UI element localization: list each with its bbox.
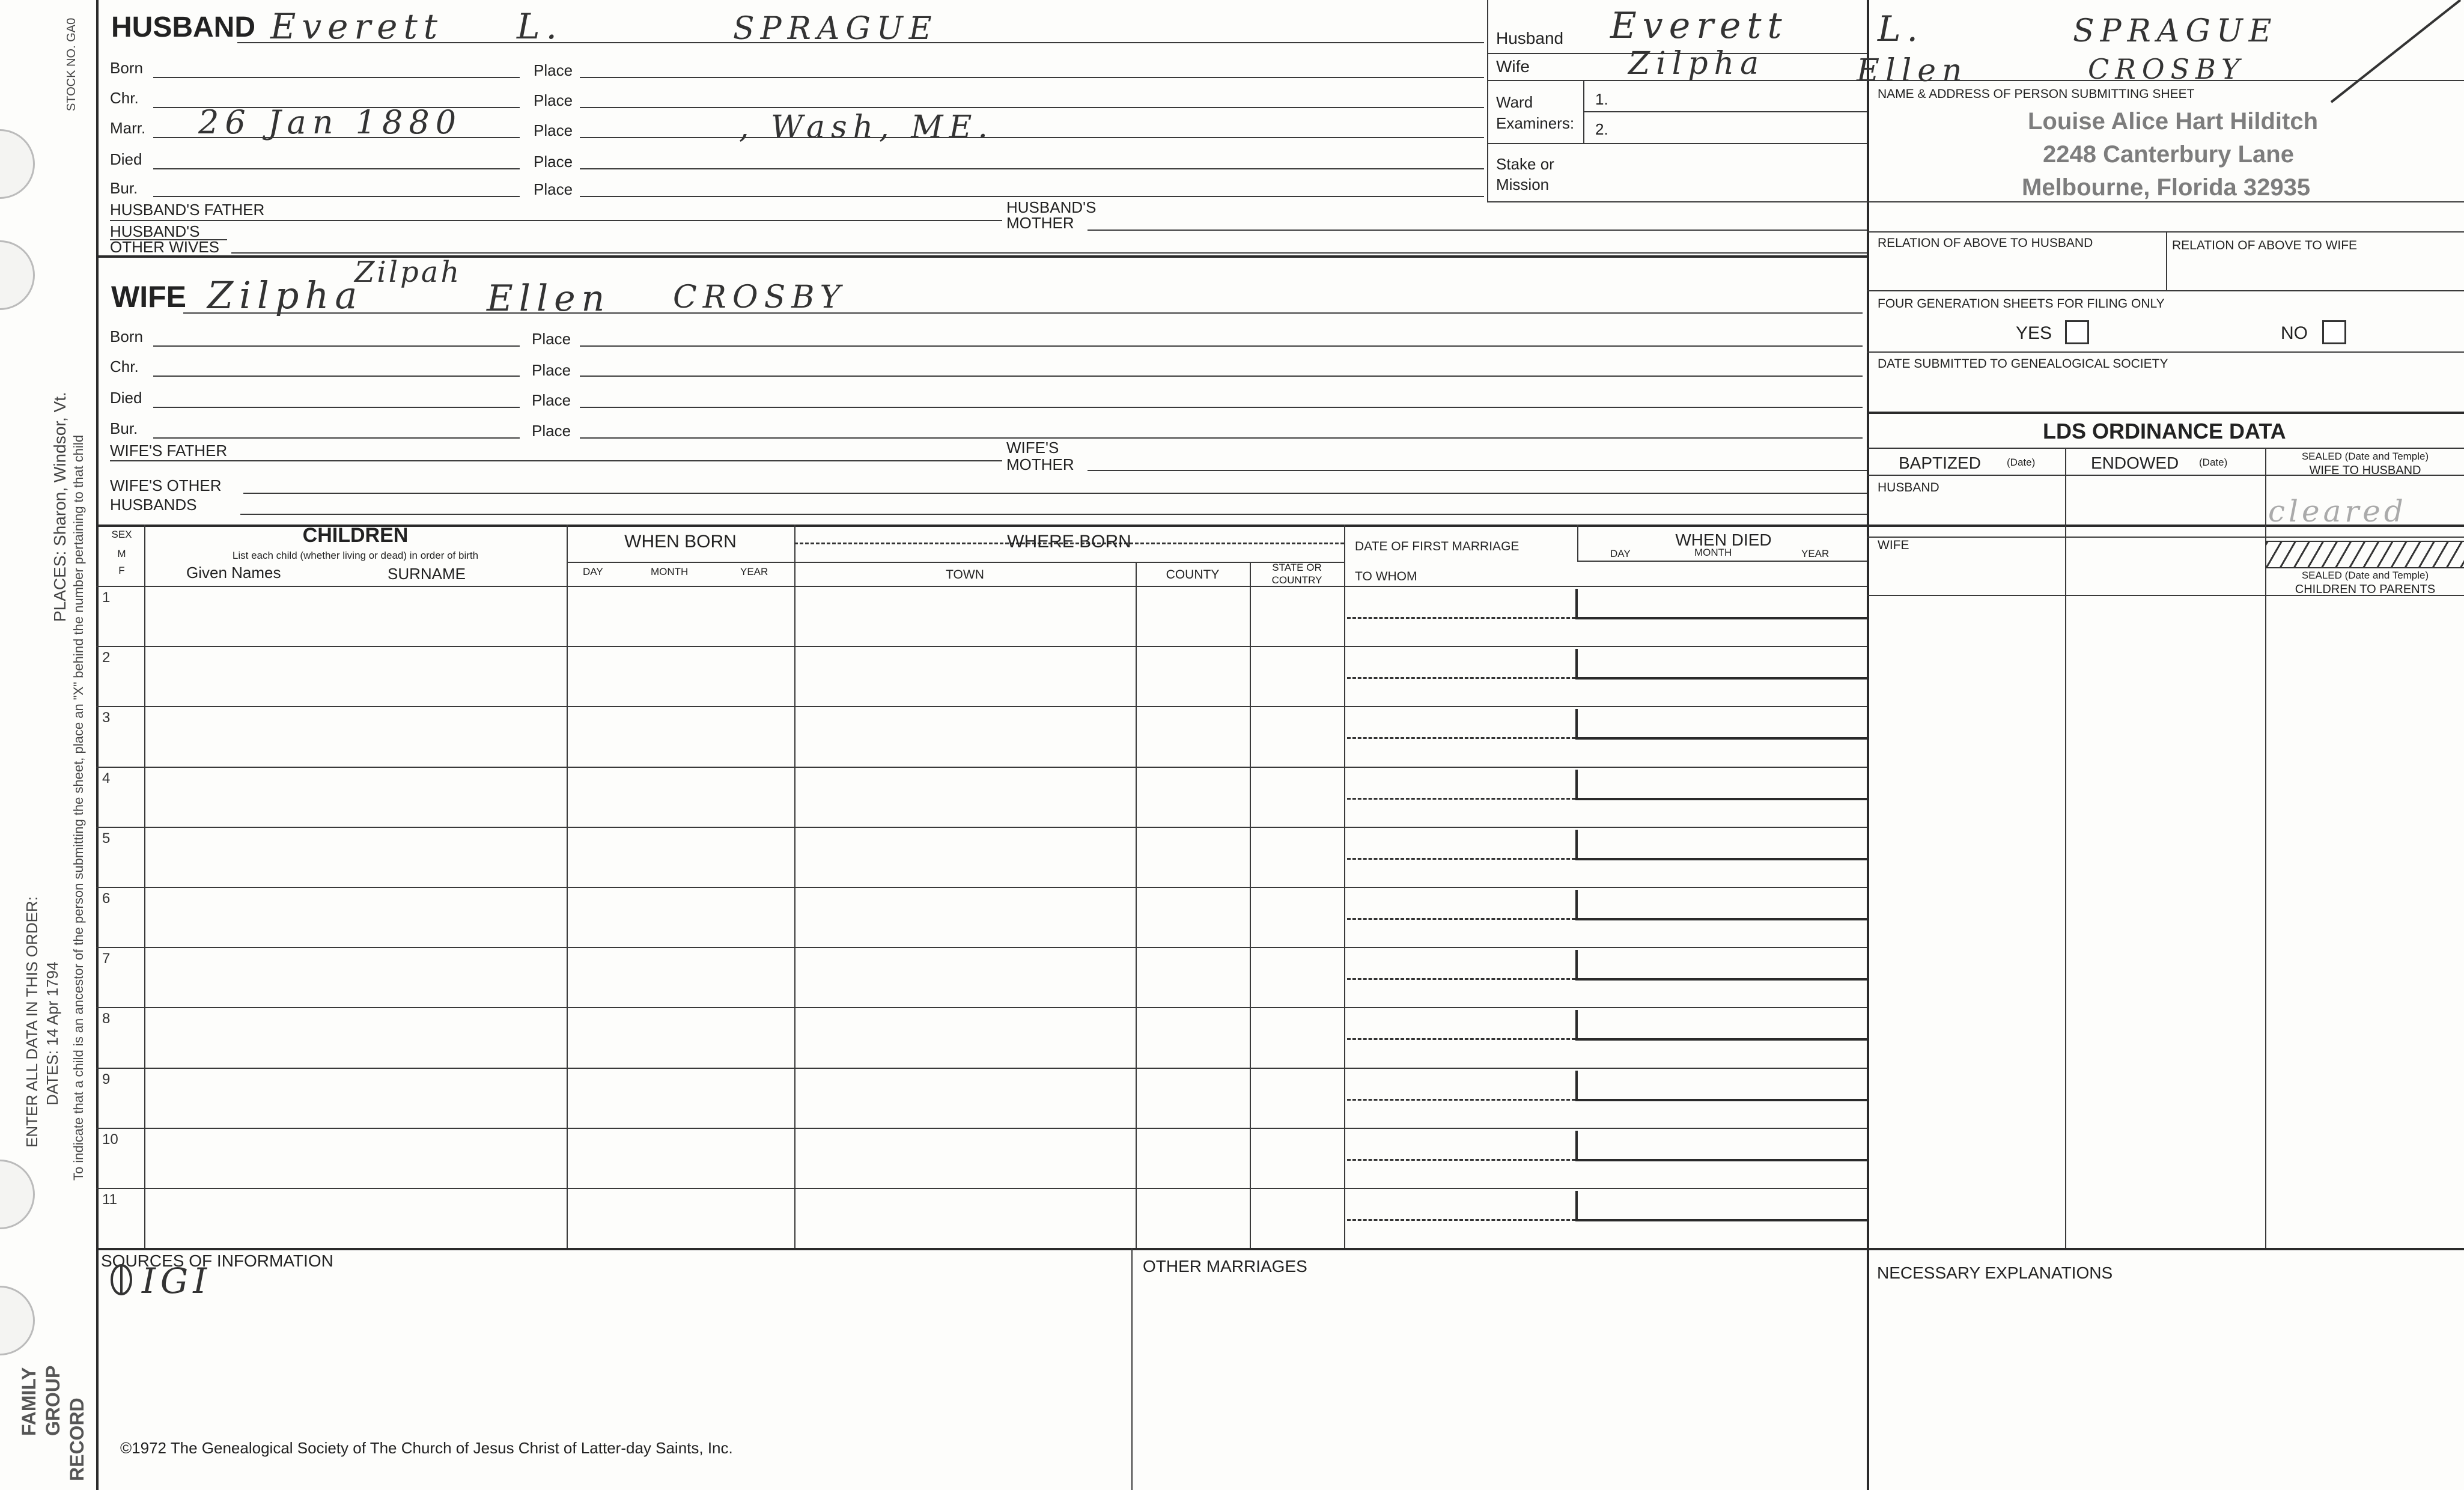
surname-header: SURNAME (388, 565, 466, 583)
row-rule (96, 767, 1867, 768)
row-number: 7 (102, 950, 111, 967)
row-rule (1575, 1159, 1867, 1161)
stock-number: STOCK NO. GA0 (65, 17, 78, 111)
husband-bur-place-label: Place (534, 180, 573, 198)
wife-father-label: WIFE'S FATHER (110, 442, 228, 460)
corner-slash-mark (2325, 0, 2464, 108)
binder-hole (0, 1286, 35, 1355)
row-rule (96, 586, 1867, 587)
row-number: 4 (102, 770, 111, 786)
row-number: 11 (102, 1191, 117, 1208)
relation-to-husband: RELATION OF ABOVE TO HUSBAND (1878, 236, 2093, 250)
no-checkbox[interactable] (2322, 320, 2346, 344)
index-wife-given[interactable]: Zilpha (1628, 46, 1765, 82)
index-husband-middle[interactable]: L. (1878, 8, 1924, 49)
row-rule (1347, 677, 1575, 679)
table-row[interactable] (96, 1128, 1867, 1188)
husband-other-wives-1: HUSBAND'S (110, 222, 200, 240)
husband-middle-initial[interactable]: L. (517, 6, 563, 47)
wife-given-name[interactable]: Zilpha (207, 273, 364, 317)
relation-to-wife: RELATION OF ABOVE TO WIFE (2172, 239, 2358, 252)
cleared-note: cleared (2268, 494, 2407, 529)
wife-name-correction: Zilpah (354, 255, 462, 289)
row-rule (1575, 890, 1578, 920)
wife-died-label: Died (110, 389, 142, 407)
row-rule (1575, 617, 1867, 619)
row-rule (1575, 649, 1578, 679)
husband-born-label: Born (110, 59, 143, 77)
sealed-c2p-label-2: CHILDREN TO PARENTS (2295, 583, 2436, 596)
husband-marriage-date[interactable]: 26 Jan 1880 (198, 103, 463, 141)
row-rule (1347, 1099, 1575, 1101)
form-title-line2: GROUP (42, 1365, 64, 1436)
wife-chr-label: Chr. (110, 357, 139, 376)
row-rule (96, 1128, 1867, 1129)
other-marriages-label: OTHER MARRIAGES (1143, 1257, 1307, 1276)
wife-heading: WIFE (111, 280, 186, 314)
table-row[interactable] (96, 1007, 1867, 1067)
wife-born-place-label: Place (532, 330, 571, 348)
four-generation-label: FOUR GENERATION SHEETS FOR FILING ONLY (1878, 297, 2165, 311)
sources-text: IGI (142, 1260, 212, 1301)
county-header: COUNTY (1166, 568, 1220, 582)
row-rule (96, 1068, 1867, 1069)
date-submitted-label: DATE SUBMITTED TO GENEALOGICAL SOCIETY (1878, 357, 2168, 371)
table-row[interactable] (96, 706, 1867, 766)
born-day-header: DAY (583, 566, 603, 577)
binder-hole (0, 129, 35, 199)
date-format-hint: DATES: 14 Apr 1794 (43, 961, 61, 1105)
state-header-1: STATE OR (1272, 562, 1322, 573)
ordinance-husband-label: HUSBAND (1878, 481, 1939, 494)
children-heading: CHILDREN (302, 524, 409, 547)
index-husband-surname[interactable]: SPRAGUE (2073, 13, 2278, 49)
died-year-header: YEAR (1801, 548, 1830, 559)
first-marriage-header: DATE OF FIRST MARRIAGE (1355, 540, 1519, 553)
row-rule (1575, 770, 1578, 800)
row-rule (96, 1007, 1867, 1008)
table-row[interactable] (96, 767, 1867, 827)
sources-label: SOURCES OF INFORMATION (101, 1251, 333, 1270)
to-whom-header: TO WHOM (1355, 570, 1417, 583)
examiner-1: 1. (1595, 90, 1608, 108)
husband-chr-place-label: Place (534, 91, 573, 109)
row-rule (1575, 709, 1578, 739)
died-month-header: MONTH (1694, 547, 1732, 558)
husband-mother-label-2: MOTHER (1006, 214, 1074, 232)
yes-label: YES (2016, 323, 2052, 343)
table-row[interactable] (96, 947, 1867, 1007)
husband-died-place-label: Place (534, 153, 573, 171)
row-rule (96, 887, 1867, 888)
circled-one-icon (108, 1263, 136, 1297)
row-rule (1347, 617, 1575, 619)
born-month-header: MONTH (651, 566, 689, 577)
husband-marr-place-label: Place (534, 121, 573, 139)
husband-died-label: Died (110, 150, 142, 168)
yes-checkbox[interactable] (2065, 320, 2089, 344)
where-born-header: WHERE BORN (1007, 532, 1131, 552)
row-rule (1575, 737, 1867, 740)
row-rule (96, 1188, 1867, 1189)
examiners-label: Examiners: (1496, 114, 1575, 132)
binder-hole (0, 240, 35, 310)
ordinance-wife-label: WIFE (1878, 538, 1909, 552)
row-number: 2 (102, 649, 111, 666)
husband-given-name[interactable]: Everett (270, 6, 444, 47)
row-rule (1575, 858, 1867, 860)
index-wife-middle[interactable]: Ellen (1857, 53, 1968, 89)
form-title-line3: RECORD (66, 1397, 88, 1481)
row-rule (1575, 918, 1867, 920)
row-rule (1575, 589, 1578, 619)
wife-mother-label-2: MOTHER (1006, 455, 1074, 473)
when-born-header: WHEN BORN (624, 532, 737, 552)
wife-bur-label: Bur. (110, 419, 138, 437)
husband-chr-label: Chr. (110, 89, 139, 107)
ancestor-instruction: To indicate that a child is an ancestor of the person submitting the sheet, place an "X" behind the number pertaining to that child (71, 434, 86, 1181)
binder-hole (0, 1160, 35, 1229)
table-row[interactable] (96, 1068, 1867, 1128)
row-rule (1347, 798, 1575, 800)
wife-surname[interactable]: CROSBY (673, 279, 847, 315)
born-year-header: YEAR (740, 566, 768, 577)
husband-other-wives-2: OTHER WIVES (110, 238, 220, 256)
explanations-label: NECESSARY EXPLANATIONS (1877, 1263, 2113, 1282)
ward-label: Ward (1496, 93, 1533, 111)
sources-value[interactable] (108, 1260, 211, 1301)
enter-data-hint: ENTER ALL DATA IN THIS ORDER: (23, 896, 41, 1148)
row-rule (1347, 1038, 1575, 1040)
row-rule (1347, 737, 1575, 739)
sex-label: SEX (111, 529, 132, 540)
row-rule (1347, 858, 1575, 860)
row-rule (1575, 677, 1867, 680)
row-rule (1575, 1010, 1578, 1040)
submitter-label: NAME & ADDRESS OF PERSON SUBMITTING SHEET (1878, 87, 2195, 101)
sealed-hatch (2266, 541, 2464, 568)
husband-father-label: HUSBAND'S FATHER (110, 201, 265, 219)
row-rule (1575, 950, 1578, 980)
town-header: TOWN (946, 568, 984, 582)
index-wife-surname[interactable]: CROSBY (2088, 53, 2246, 85)
table-row[interactable] (96, 827, 1867, 887)
index-husband-label: Husband (1496, 29, 1564, 47)
row-rule (1347, 978, 1575, 980)
baptized-date-label: (Date) (2007, 457, 2036, 468)
sex-f: F (118, 565, 125, 576)
row-rule (96, 706, 1867, 707)
wife-chr-place-label: Place (532, 361, 571, 379)
row-rule (1347, 1219, 1575, 1221)
given-names-header: Given Names (186, 564, 281, 582)
table-row[interactable] (96, 586, 1867, 646)
state-header-2: COUNTRY (1271, 574, 1322, 586)
endowed-label: ENDOWED (2091, 454, 2179, 472)
no-label: NO (2281, 323, 2308, 343)
row-number: 8 (102, 1011, 111, 1027)
ordinance-title: LDS ORDINANCE DATA (2043, 419, 2286, 443)
row-number: 1 (102, 589, 111, 606)
wife-mother-label-1: WIFE'S (1006, 439, 1059, 457)
row-rule (1575, 1071, 1578, 1101)
husband-mother-label-1: HUSBAND'S (1006, 198, 1097, 216)
endowed-date-label: (Date) (2199, 457, 2228, 468)
row-number: 10 (102, 1131, 118, 1148)
row-rule (1575, 830, 1578, 860)
form-title-line1: FAMILY (18, 1367, 40, 1436)
row-number: 5 (102, 830, 111, 847)
table-row[interactable] (96, 1188, 1867, 1248)
wife-bur-place-label: Place (532, 422, 571, 440)
wife-other-husbands-2: HUSBANDS (110, 496, 197, 514)
index-wife-label: Wife (1496, 57, 1530, 76)
row-rule (1347, 918, 1575, 920)
copyright: ©1972 The Genealogical Society of The Church of Jesus Christ of Latter-day Saints, Inc. (120, 1439, 733, 1457)
row-rule (1575, 1099, 1867, 1101)
table-row[interactable] (96, 646, 1867, 706)
row-rule (1575, 978, 1867, 981)
baptized-label: BAPTIZED (1899, 454, 1981, 472)
wife-born-label: Born (110, 327, 143, 345)
row-rule (1575, 1131, 1578, 1161)
row-rule (1575, 798, 1867, 800)
submitter-city: Melbourne, Florida 32935 (2022, 174, 2311, 201)
husband-marr-label: Marr. (110, 119, 146, 137)
sex-m: M (117, 548, 126, 559)
children-instruction: List each child (whether living or dead) in order of birth (232, 550, 479, 561)
row-number: 3 (102, 710, 111, 726)
husband-bur-label: Bur. (110, 179, 138, 197)
examiner-2: 2. (1595, 120, 1608, 138)
sealed-c2p-label-1: SEALED (Date and Temple) (2301, 570, 2429, 581)
when-died-header: WHEN DIED (1675, 531, 1772, 549)
submitter-name: Louise Alice Hart Hilditch (2028, 108, 2319, 135)
index-husband-given[interactable]: Everett (1610, 5, 1788, 47)
sealed-w2h-label-2: WIFE TO HUSBAND (2309, 464, 2421, 477)
row-rule (96, 947, 1867, 948)
row-rule (1575, 1191, 1578, 1221)
places-hint: PLACES: Sharon, Windsor, Vt. (50, 392, 69, 622)
sealed-w2h-label-1: SEALED (Date and Temple) (2301, 451, 2429, 462)
row-rule (96, 827, 1867, 828)
row-rule (1347, 1159, 1575, 1161)
stake-label-2: Mission (1496, 175, 1550, 193)
table-row[interactable] (96, 887, 1867, 947)
died-day-header: DAY (1610, 548, 1631, 559)
husband-heading: HUSBAND (111, 11, 255, 43)
submitter-street: 2248 Canterbury Lane (2043, 141, 2294, 168)
row-rule (96, 646, 1867, 647)
row-number: 6 (102, 890, 111, 907)
wife-died-place-label: Place (532, 391, 571, 409)
husband-born-place-label: Place (534, 61, 573, 79)
row-rule (1575, 1038, 1867, 1041)
wife-middle-name[interactable]: Ellen (487, 278, 611, 320)
husband-surname[interactable]: SPRAGUE (733, 11, 938, 47)
row-number: 9 (102, 1071, 111, 1087)
row-rule (1575, 1219, 1867, 1221)
wife-other-husbands-1: WIFE'S OTHER (110, 476, 222, 494)
husband-marriage-place[interactable]: , Wash, ME. (739, 109, 994, 145)
stake-label-1: Stake or (1496, 155, 1554, 173)
